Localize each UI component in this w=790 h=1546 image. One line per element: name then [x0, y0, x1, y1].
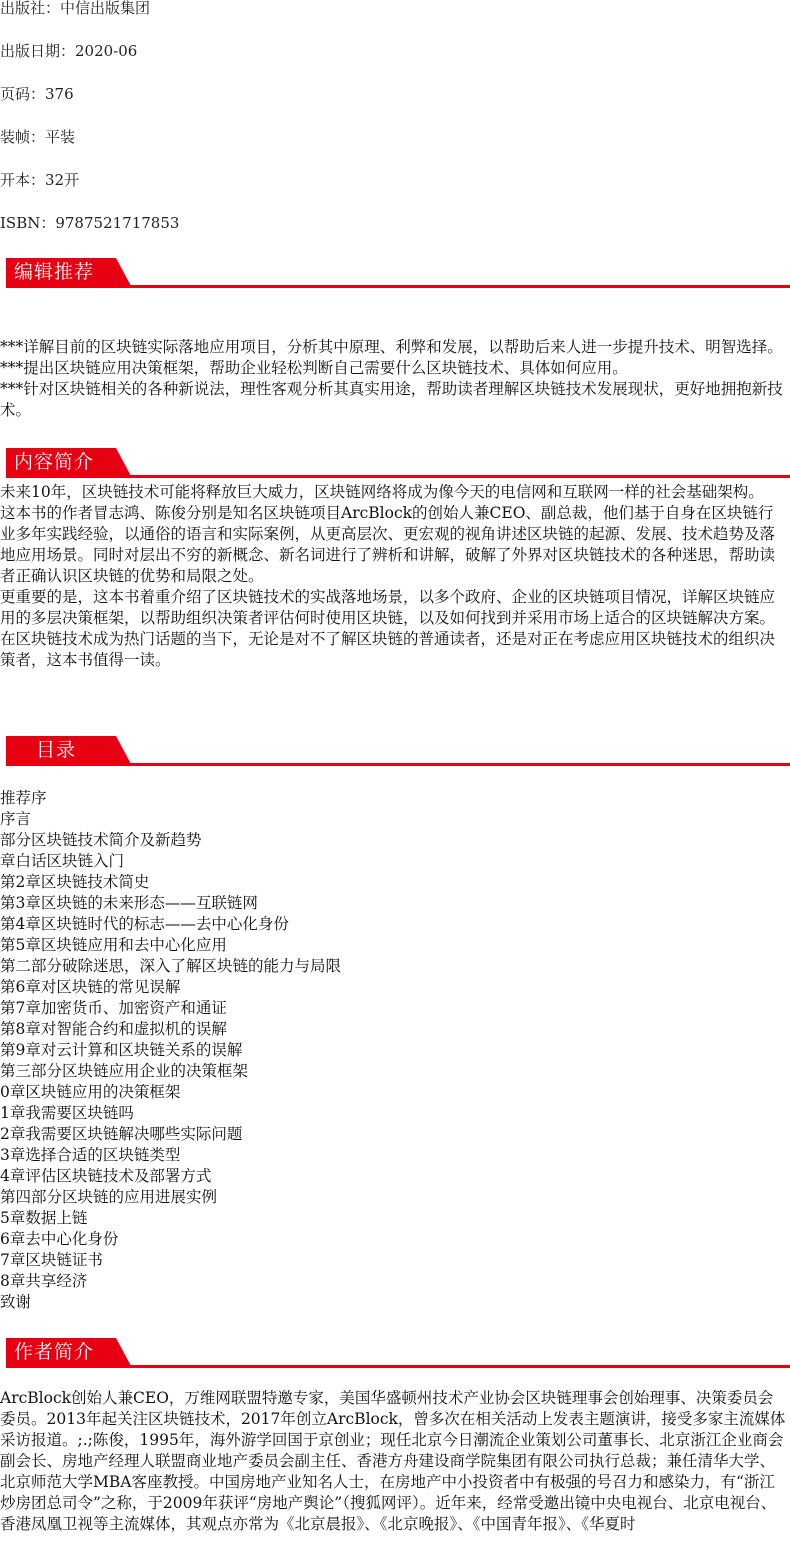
toc-item: 第4章区块链时代的标志——去中心化身份	[0, 915, 289, 933]
section-header-intro	[0, 448, 790, 478]
content-intro-text	[0, 482, 786, 671]
toc-item: 第7章加密货币、加密资产和通证	[0, 999, 227, 1017]
toc-item: 3章选择合适的区块链类型	[0, 1146, 181, 1164]
isbn-line: ISBN：9787521717853	[0, 214, 180, 232]
toc-item: 4章评估区块链技术及部署方式	[0, 1167, 212, 1185]
section-rule	[6, 285, 790, 288]
paragraph: 这本书的作者冒志鸿、陈俊分别是知名区块链项目ArcBlock的创始人兼CEO、副总裁，他们基于自身在区块链行业多年实践经验，以通俗的语言和实际案例，从更高层次、更宏观的视角讲述区块链的起源、发展、技术趋势及落地应用场景。同时对层出不穷的新概念、新名词进行了辨析和讲解，破解了外界对区块链技术的各种迷思，帮助读者正确认识区块链的优势和局限之处。	[0, 504, 776, 585]
publisher-line: 出版社：中信出版集团	[0, 0, 151, 17]
paragraph: 更重要的是，这本书着重介绍了区块链技术的实战落地场景，以多个政府、企业的区块链项目情况，详解区块链应用的多层决策框架，以帮助组织决策者评估何时使用区块链，以及如何找到并采用市场上适合的区块链解决方案。	[0, 588, 776, 627]
paragraph: ***提出区块链应用决策框架，帮助企业轻松判断自己需要什么区块链技术、具体如何应用。	[0, 359, 628, 377]
section-header-toc	[0, 736, 790, 766]
paragraph: ***详解目前的区块链实际落地应用项目，分析其中原理、利弊和发展，以帮助后来人进一步提升技术、明智选择。	[0, 338, 783, 356]
section-rule	[6, 1365, 790, 1368]
toc-item: 8章共享经济	[0, 1272, 88, 1290]
pub-date-line: 出版日期：2020-06	[0, 42, 138, 60]
toc-item: 1章我需要区块链吗	[0, 1104, 134, 1122]
paragraph: ***针对区块链相关的各种新说法，理性客观分析其真实用途，帮助读者理解区块链技术发展现状，更好地拥抱新技术。	[0, 380, 783, 419]
binding-line: 装帧：平装	[0, 128, 76, 146]
toc-item: 第8章对智能合约和虚拟机的误解	[0, 1020, 227, 1038]
toc-item: 序言	[0, 810, 32, 828]
toc-item: 第二部分破除迷思，深入了解区块链的能力与局限	[0, 957, 342, 975]
toc-item: 致谢	[0, 1293, 32, 1311]
toc-item: 部分区块链技术简介及新趋势	[0, 831, 202, 849]
author-intro-text	[0, 1388, 786, 1535]
toc-item: 第9章对云计算和区块链关系的误解	[0, 1041, 243, 1059]
section-title-author: 作者简介	[14, 1341, 95, 1363]
format-line: 开本：32开	[0, 171, 80, 189]
toc-item: 第四部分区块链的应用进展实例	[0, 1188, 218, 1206]
paragraph: 在区块链技术成为热门话题的当下，无论是对不了解区块链的普通读者，还是对正在考虑应用区块链技术的组织决策者，这本书值得一读。	[0, 630, 776, 669]
toc-item: 第5章区块链应用和去中心化应用	[0, 936, 227, 954]
toc-item: 章白话区块链入门	[0, 852, 125, 870]
section-header-editor	[0, 258, 790, 288]
section-rule	[6, 763, 790, 766]
toc-item: 第2章区块链技术简史	[0, 873, 150, 891]
paragraph: ArcBlock创始人兼CEO，万维网联盟特邀专家，美国华盛顿州技术产业协会区块链理事会创始理事、决策委员会委员。2013年起关注区块链技术，2017年创立ArcBlock，曾多次在相关活动上发表主题演讲，接受多家主流媒体采访报道。;.;陈俊，1995年，海外游学回国于京创业；现任北京今日潮流企业策划公司董事长、北京浙江企业商会副会长、房地产经理人联盟商业地产委员会副主任、香港方舟建设商学院集团有限公司执行总裁；兼任清华大学、北京师范大学MBA客座教授。中国房地产业知名人士，在房地产中小投资者中有极强的号召力和感染力，有“浙江炒房团总司令”之称，于2009年获评“房地产舆论”（搜狐网评）。近年来，经常受邀出镜中央电视台、北京电视台、香港凤凰卫视等主流媒体，其观点亦常为《北京晨报》、《北京晚报》、《中国青年报》、《华夏时	[0, 1389, 786, 1533]
section-title-intro: 内容简介	[14, 451, 95, 473]
toc-list	[0, 788, 786, 1313]
toc-item: 5章数据上链	[0, 1209, 88, 1227]
toc-item: 第三部分区块链应用企业的决策框架	[0, 1062, 249, 1080]
toc-item: 7章区块链证书	[0, 1251, 103, 1269]
pages-line: 页码：376	[0, 85, 74, 103]
toc-item: 第6章对区块链的常见误解	[0, 978, 181, 996]
section-rule	[6, 475, 790, 478]
paragraph: 未来10年，区块链技术可能将释放巨大威力，区块链网络将成为像今天的电信网和互联网一样的社会基础架构。	[0, 483, 764, 501]
toc-item: 6章去中心化身份	[0, 1230, 119, 1248]
toc-item: 0章区块链应用的决策框架	[0, 1083, 181, 1101]
toc-item: 推荐序	[0, 789, 47, 807]
section-title-toc: 目录	[36, 739, 77, 761]
toc-item: 第3章区块链的未来形态——互联链网	[0, 894, 258, 912]
section-title-editor: 编辑推荐	[14, 261, 95, 283]
editor-recommendation-text	[0, 337, 786, 421]
toc-item: 2章我需要区块链解决哪些实际问题	[0, 1125, 243, 1143]
section-header-author	[0, 1338, 790, 1368]
